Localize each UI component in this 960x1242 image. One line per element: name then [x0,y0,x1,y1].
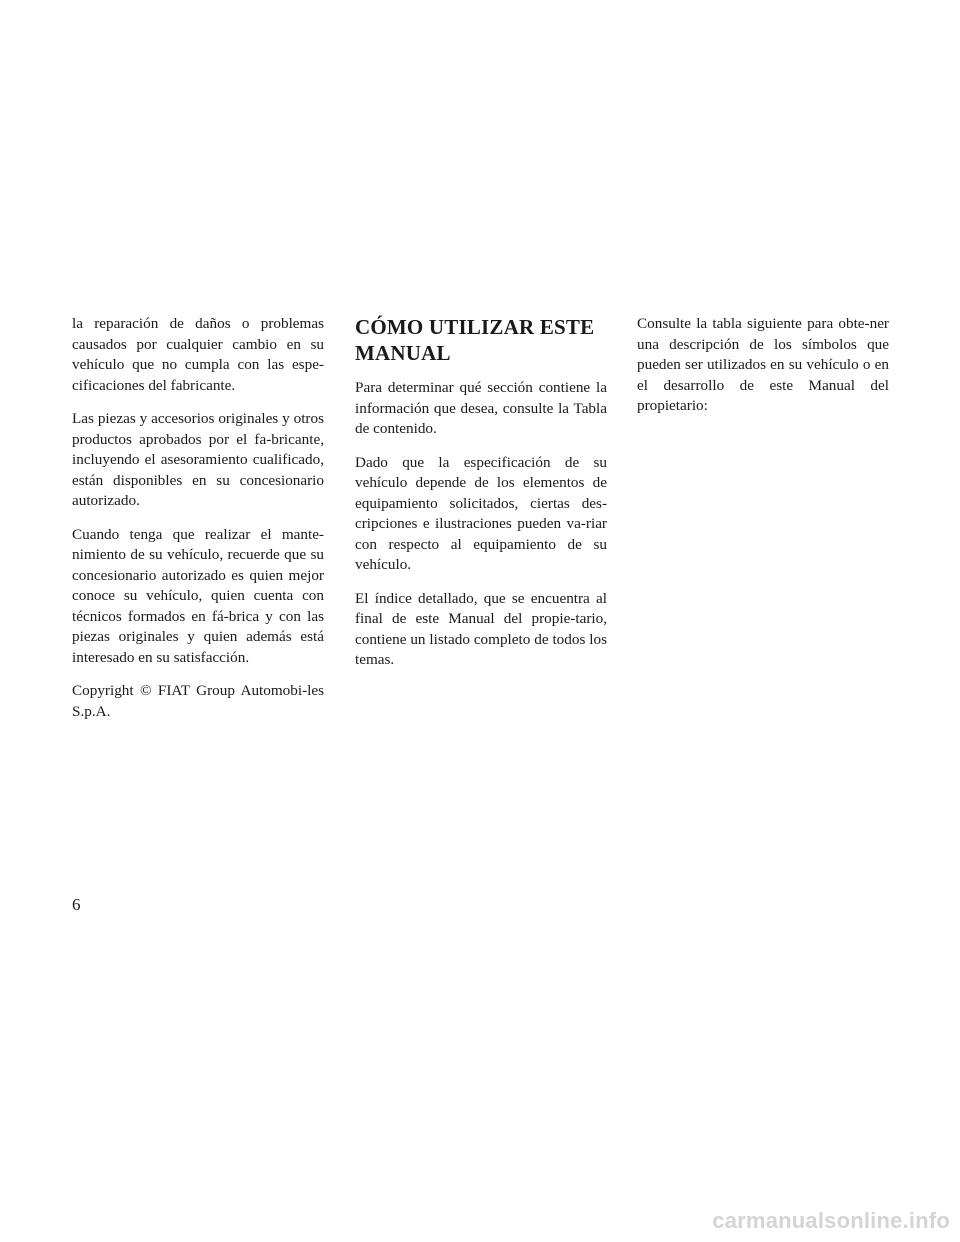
paragraph-maintenance: Cuando tenga que realizar el mante-nimiento de su vehículo, recuerde que su concesionario autorizado es quien mejor conoce su vehículo, quien cuenta con técnicos formados en fá-brica y con las piezas originales y quien además está interesado en su satisfacción. [72,525,324,666]
text-column-2 [355,314,607,684]
section-heading: CÓMO UTILIZAR ESTE MANUAL [355,315,595,365]
paragraph-original-parts: Las piezas y accesorios originales y otros productos aprobados por el fa-bricante, incluyendo el asesoramiento cualificado, están disponibles en su concesionario autorizado. [72,410,324,509]
paragraph-index: El índice detallado, que se encuentra al final de este Manual del propie-tario, contiene un listado completo de todos los temas. [355,589,607,668]
watermark: carmanualsonline.info [712,1208,950,1233]
page-number: 6 [72,895,81,914]
paragraph-copyright: Copyright © FIAT Group Automobi-les S.p.A. [72,682,324,720]
text-column-3 [637,314,889,430]
paragraph-repair-damage: la reparación de daños o problemas causados por cualquier cambio en su vehículo que no cumpla con las espe-cificaciones del fabricante. [72,315,324,394]
paragraph-symbols-table: Consulte la tabla siguiente para obte-ner una descripción de los símbolos que pueden ser utilizados en su vehículo o en el desarrollo de este Manual del propietario: [637,315,889,414]
paragraph-specification: Dado que la especificación de su vehículo depende de los elementos de equipamiento solicitados, ciertas des-cripciones e ilustraciones pueden va-riar con respecto al equipamiento de su vehículo. [355,453,607,573]
paragraph-table-of-contents: Para determinar qué sección contiene la información que desea, consulte la Tabla de contenido. [355,379,607,437]
text-column-1 [72,314,324,735]
